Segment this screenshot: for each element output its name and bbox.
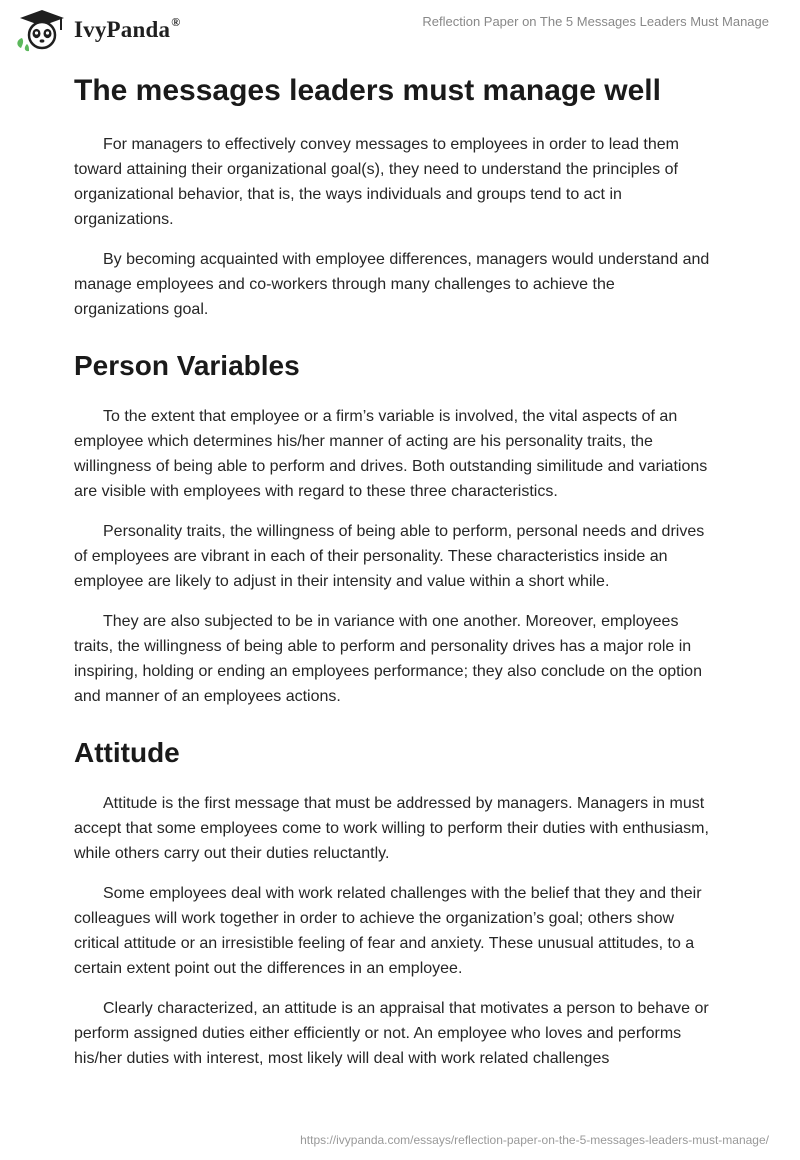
paragraph: By becoming acquainted with employee differences, managers would understand and manage employees and co-workers through many challenges to achieve the organizations goal.	[74, 251, 710, 318]
paragraph: To the extent that employee or a firm’s variable is involved, the vital aspects of an employee which determines his/her manner of acting are his personality traits, the willingness of being able to perform and drives. Both outstanding similitude and variations are visible with employees with regard to these three characteristics.	[74, 408, 708, 500]
source-url-link[interactable]: https://ivypanda.com/essays/reflection-paper-on-the-5-messages-leaders-must-manage/	[300, 1133, 769, 1147]
registered-mark: ®	[171, 15, 181, 30]
paragraph: Some employees deal with work related challenges with the belief that they and their colleagues will work together in order to achieve the organization’s goal; others show critical attitude or an irresistible feeling of fear and anxiety. These unusual attitudes, to a certain extent point out the differences in an employee.	[74, 885, 702, 977]
paragraph: Attitude is the first message that must be addressed by managers. Managers in must accept that some employees come to work willing to perform their duties with enthusiasm, while others carry out their duties reluctantly.	[74, 795, 709, 862]
paragraph: They are also subjected to be in variance with one another. Moreover, employees traits, the willingness of being able to perform and personality drives has a major role in inspiring, holding or ending an employees performance; they also conclude on the option and manner of an employees actions.	[74, 613, 702, 705]
paragraph: For managers to effectively convey messages to employees in order to lead them toward attaining their organizational goal(s), they need to understand the principles of organizational behavior, that is, the ways individuals and groups tend to act in organizations.	[74, 136, 679, 228]
paragraph: Personality traits, the willingness of being able to perform, personal needs and drives of employees are vibrant in each of their personality. These characteristics inside an employee are likely to adjust in their intensity and value within a short while.	[74, 523, 705, 590]
essay-content	[74, 72, 714, 1086]
section-heading: Person Variables	[74, 350, 300, 381]
section-messages-leaders	[74, 72, 714, 322]
document-title: Reflection Paper on The 5 Messages Leaders Must Manage	[422, 14, 769, 29]
brand-logo[interactable]	[14, 8, 180, 52]
section-attitude	[74, 735, 714, 1071]
brand-name: IvyPanda®	[74, 15, 181, 42]
section-heading: The messages leaders must manage well	[74, 74, 661, 107]
panda-graduate-icon	[14, 8, 70, 52]
page-header	[0, 0, 800, 60]
section-heading: Attitude	[74, 737, 180, 768]
section-person-variables	[74, 348, 714, 709]
paragraph: Clearly characterized, an attitude is an appraisal that motivates a person to behave or perform assigned duties either efficiently or not. An employee who loves and performs his/her duties with interest, most likely will deal with work related challenges	[74, 1000, 709, 1067]
